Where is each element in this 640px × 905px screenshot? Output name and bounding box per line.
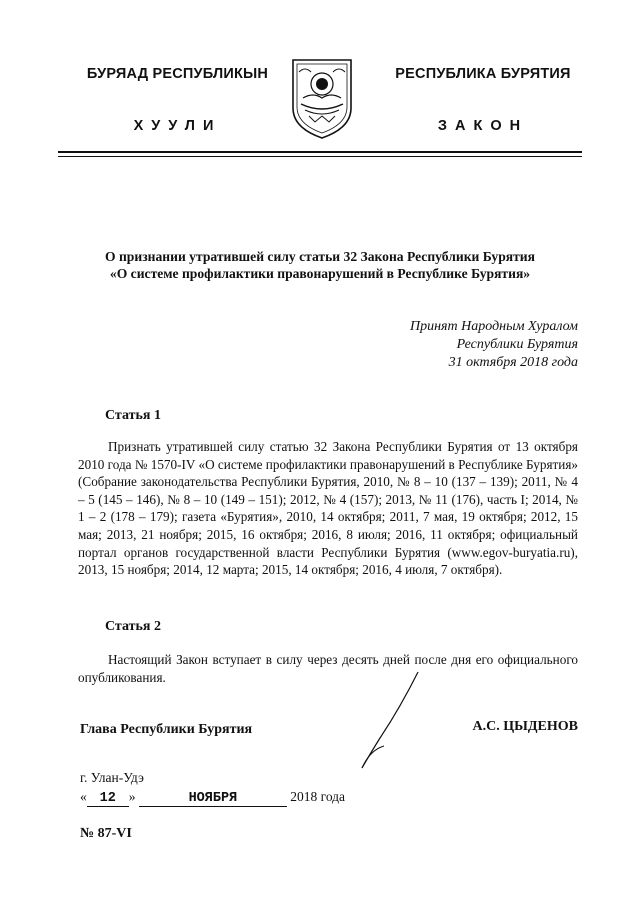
article-2-text: Настоящий Закон вступает в силу через десять дней после дня его официального опубликования. — [78, 652, 578, 685]
header-right-title: РЕСПУБЛИКА БУРЯТИЯ — [395, 66, 571, 82]
signing-date — [80, 789, 345, 807]
handwritten-signature — [340, 668, 450, 778]
law-title — [60, 248, 580, 282]
header-left-title: БУРЯАД РЕСПУБЛИКЫН — [86, 66, 269, 82]
header-divider-thick — [58, 151, 582, 153]
date-year: 2018 года — [290, 789, 346, 804]
law-title-line-1: О признании утратившей силу статьи 32 Закона Республики Бурятия — [105, 249, 535, 264]
article-2-heading: Статья 2 — [105, 619, 161, 634]
city: г. Улан-Удэ — [80, 770, 144, 785]
article-1-heading: Статья 1 — [105, 408, 161, 423]
article-1-text: Признать утратившей силу статью 32 Закона Республики Бурятия от 13 октября 2010 года № 1570-IV «О системе профилактики правонарушений в Республике Бурятия» (Собрание законодательства Республики Бурятия, 2010, № 8 – 10 (137 – 139); 2011, № 4 – 5 (145 – 146), № 8 – 10 (149 – 151); 2012, № 4 (157); 2013, № 11 (176), часть I; 2014, № 1 – 2 (178 – 179); газета «Бурятия», 2010, 14 октября; 2011, 7 мая, 19 октября; 2012, 15 мая; 2013, 21 ноября; 2015, 16 октября; 2016, 8 июля; 2016, 11 октября; официальный портал органов государственной власти Республики Бурятия (www.egov-buryatia.ru), 2013, 15 ноября; 2014, 12 марта; 2015, 14 октября; 2016, 4 июля, 7 октября). — [78, 439, 578, 578]
adoption-line-2: Республики Бурятия — [456, 337, 578, 352]
signatory-name: А.С. ЦЫДЕНОВ — [472, 719, 578, 734]
adoption-note — [410, 318, 578, 372]
coat-of-arms-emblem — [289, 54, 355, 140]
law-number: № 87-VI — [80, 826, 132, 841]
header-divider-thin — [58, 156, 582, 157]
header-left-subtitle: ХУУЛИ — [133, 118, 222, 134]
date-open-quote: « — [80, 789, 87, 804]
header-right-subtitle: ЗАКОН — [437, 118, 529, 134]
law-title-line-2: «О системе профилактики правонарушений в Республике Бурятия» — [109, 266, 531, 281]
date-month: НОЯБРЯ — [139, 791, 287, 807]
date-close-quote: » — [128, 789, 136, 804]
adoption-line-1: Принят Народным Хуралом — [409, 319, 578, 334]
date-day: 12 — [87, 791, 129, 807]
signatory-title: Глава Республики Бурятия — [80, 722, 253, 737]
adoption-date: 31 октября 2018 года — [448, 355, 578, 370]
